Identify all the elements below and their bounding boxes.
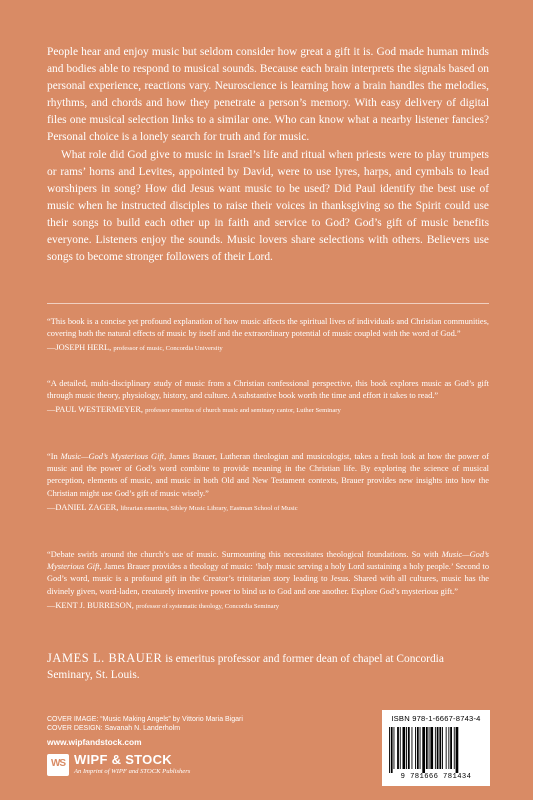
endorser-credential: librarian emeritus, Sibley Music Library, Eastman School of Music	[120, 504, 298, 512]
endorsement-burreson	[47, 549, 489, 613]
author-bio	[47, 650, 489, 683]
barcode-bar	[456, 727, 459, 773]
barcode-bar	[448, 727, 449, 769]
barcode-bar	[450, 727, 452, 769]
barcode-bar	[394, 727, 395, 769]
endorsement-quote	[47, 549, 489, 598]
endorser-name: —DANIEL ZAGER,	[47, 502, 119, 512]
barcode-bar	[435, 727, 436, 769]
barcode-bar	[420, 727, 421, 769]
endorsement-attribution	[47, 404, 489, 417]
endorser-name: —PAUL WESTERMEYER,	[47, 405, 144, 415]
barcode-bar	[403, 727, 406, 769]
book-title-italic: Music—God’s Mysterious Gift	[47, 550, 489, 572]
barcode-bar	[439, 727, 441, 769]
barcode-bar	[442, 727, 443, 769]
endorsement-herl	[47, 316, 489, 356]
publisher-website: www.wipfandstock.com	[47, 737, 142, 747]
publisher-tagline: An Imprint of WIPF and STOCK Publishers	[74, 768, 191, 775]
book-description	[47, 44, 489, 266]
barcode-bar	[422, 727, 425, 773]
section-divider	[47, 303, 489, 304]
endorsement-attribution	[47, 342, 489, 355]
barcode-bar	[408, 727, 410, 769]
endorsement-quote: “This book is a concise yet profound explanation of how music affects the spiritual lives of individuals and Christian communities, covering both the natural effects of music by itself and the extraordinary potential of music coupled with the word of God.”	[47, 317, 489, 339]
cover-image-credit: COVER IMAGE: “Music Making Angels” by Vittorio Maria Bigari	[47, 716, 243, 723]
endorsement-zager	[47, 451, 489, 515]
endorser-credential: professor emeritus of church music and seminary cantor, Luther Seminary	[145, 407, 341, 415]
barcode-bar	[417, 727, 419, 769]
barcode-bar	[429, 727, 430, 769]
author-bio-text: is emeritus professor and former dean of chapel at Concordia Seminary, St. Louis.	[47, 653, 444, 681]
barcode-bar	[437, 727, 439, 769]
book-title-italic: Music—God’s Mysterious Gift	[60, 452, 165, 461]
isbn-barcode	[382, 710, 490, 786]
description-paragraph-2: What role did God give to music in Israel’s life and ritual when priests were to play trumpets or rams’ horns and Levites, appointed by David, were to use lyres, harps, and cymbals to lead worshipers in song? How did Jesus want music to be used? Did Paul identify the best use of music when he instructed disciples to raise their voices in thanksgiving so the Spirit could use their songs to build each other up in faith and service to God? God’s gift of music benefits everyone. Listeners enjoy the sounds. Music lovers share selections with others. Believers use songs to become stronger followers of their Lord.	[47, 148, 489, 264]
endorser-credential: professor of systematic theology, Concordia Seminary	[135, 602, 280, 610]
endorser-name: —JOSEPH HERL,	[47, 343, 112, 353]
endorsement-quote	[47, 451, 489, 500]
endorser-credential: professor of music, Concordia University	[113, 345, 223, 353]
barcode-bar	[415, 727, 416, 769]
barcode-bar	[446, 727, 447, 769]
isbn-label: ISBN 978-1-6667-8743-4	[391, 714, 481, 723]
barcode-bar	[426, 727, 428, 769]
quote-text: “Debate swirls around the church’s use of music. Surmounting this necessitates theological foundations. So with	[47, 550, 442, 559]
barcode-bar	[400, 727, 401, 769]
quote-text: , James Brauer provides a theology of music: ‘holy music serving a holy Lord sustaining a holy people.’ Second to God’s word, music is a profound gift in the Creator’s trinitarian story leading to Jesus. Shared with all cultures, music has the divinely given, word-laden, creaturely inventive power to bind us to God and one another. Explore God’s mysterious gift.”	[47, 562, 490, 596]
publisher-logo-block	[47, 752, 267, 782]
endorsement-quote: “A detailed, multi-disciplinary study of music from a Christian confessional perspective, this book explores music as God’s gift through music theory, physiology, history, and culture. A substantive book worth the time and effort it takes to read.”	[47, 379, 489, 401]
barcode-bar	[391, 727, 393, 773]
barcode-bar	[454, 727, 455, 769]
author-name: JAMES L. BRAUER	[47, 651, 163, 665]
barcode-bar	[430, 727, 433, 769]
barcode-bar	[412, 727, 413, 769]
endorsement-attribution	[47, 600, 489, 613]
endorsement-westermeyer	[47, 378, 489, 418]
endorser-name: —KENT J. BURRESON,	[47, 600, 134, 610]
barcode-bar	[406, 727, 407, 769]
quote-text: “In	[47, 452, 61, 461]
cover-design-credit: COVER DESIGN: Savanah N. Landerholm	[47, 725, 181, 732]
description-paragraph-1: People hear and enjoy music but seldom consider how great a gift it is. God made human minds and bodies able to respond to musical sounds. Because each brain interprets the signals based on personal experience, reactions vary. Neuroscience is learning how a brain handles the melodies, rhythms, and chords and how they penetrate a person’s memory. With easy delivery of digital files one musical selection links to a similar one. Who can know what a nearby listener fancies? Personal choice is a lonely search for truth and for music.	[47, 46, 489, 144]
barcode-bars	[388, 727, 484, 773]
barcode-bar	[397, 727, 399, 769]
endorsement-attribution	[47, 502, 489, 515]
quote-text: , James Brauer, Lutheran theologian and musicologist, takes a fresh look at how the power of music and the power of God’s word combine to provide meaning in the Christian life. By exploring the science of musical perception, elements of music, and music in both Old and New Testament contexts, Brauer provides new insights into how the Christian might use God’s gift of music wisely.”	[47, 452, 489, 498]
isbn-digits: 9 781666 781434	[400, 773, 472, 781]
publisher-name: WIPF & STOCK	[74, 752, 172, 767]
barcode-bar	[389, 727, 390, 773]
cover-credits	[47, 715, 347, 733]
publisher-logo-icon	[47, 754, 69, 776]
publisher-logo-letters: WS	[50, 758, 66, 769]
